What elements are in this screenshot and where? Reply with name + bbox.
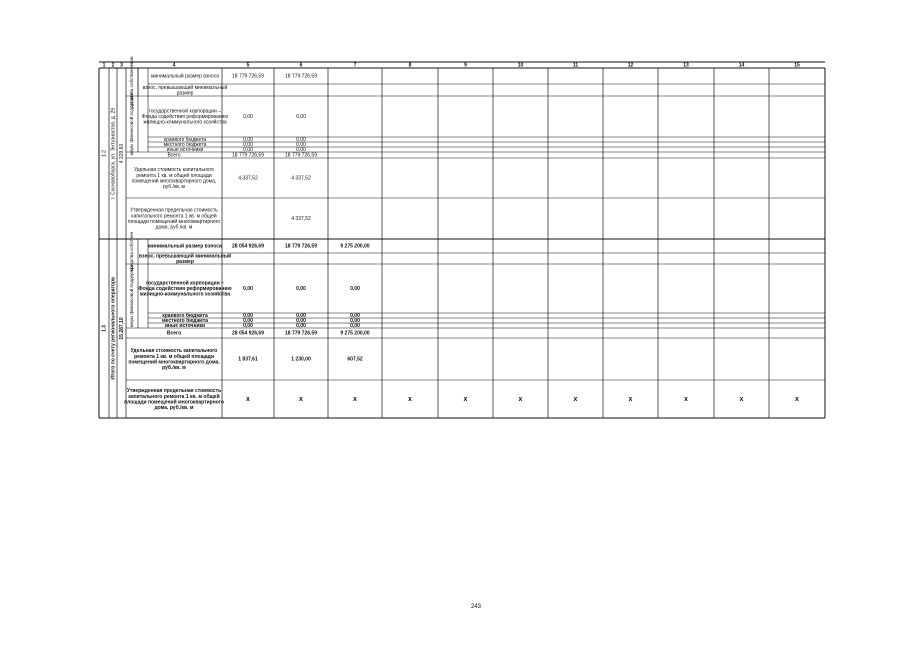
row-label: государственной корпорации – Фонда содействия реформированию жилищно-коммунального хозяйства [138,280,232,298]
cell-value: 0,00 [296,312,306,319]
cell-value-x: x [463,395,468,403]
group-label-support: меры финансовой поддержки [129,264,135,328]
row-label: Утвержденная предельная стоимость капитального ремонта 1 кв. м общей площади помещений многоквартирного дома, руб./кв. м [124,388,224,411]
cell-value: 0,00 [296,136,306,143]
cell-value: 4 337,52 [238,175,258,182]
cell-value: 0,00 [243,113,253,120]
cell-value: 18 779 726,59 [285,152,317,159]
cell-value: 0,00 [243,322,253,329]
cell-value-x: x [739,395,744,403]
column-number: 12 [627,62,634,69]
row-number: 1.3 [101,325,108,332]
column-number: 13 [683,62,689,69]
cell-value: 28 054 926,69 [232,243,264,250]
cell-value: 18 779 726,59 [232,73,264,80]
cell-value: 1 230,00 [291,356,311,363]
area-label: 15 287,10 [118,317,125,340]
table-text [101,56,800,411]
cell-value: x [353,395,357,403]
cell-value: 9 275 200,00 [340,330,370,337]
row-label: Удельная стоимость капитального ремонта 1 кв. м общей площади помещений многоквартирного дома, руб./кв. м [131,167,217,190]
column-number: 4 [172,62,176,69]
cell-value: 0,00 [296,285,306,292]
cell-value: 9 275 200,00 [340,243,370,250]
column-number: 5 [246,62,250,69]
row-label: местного бюджета [161,318,209,325]
cell-value: 0,00 [296,322,306,329]
row-label: государственной корпорации – Фонда содействия реформированию жилищно-коммунального хозяйства [141,108,229,126]
cell-value: 1 837,61 [238,356,258,363]
column-number: 9 [464,62,467,69]
column-number: 1 [102,62,106,69]
row-label: краевого бюджета [163,137,207,144]
cell-value: 607,52 [347,356,363,363]
column-number: 14 [738,62,745,69]
cell-value: 18 779 726,59 [285,73,317,80]
row-label: минимальный размер взноса [151,73,219,80]
cell-value: 4 337,52 [291,175,311,182]
cell-value: 18 779 726,59 [232,152,264,159]
cell-value: 0,00 [350,317,360,324]
cell-value: 0,00 [350,322,360,329]
cell-value: 4 337,52 [291,215,311,222]
row-label: взнос, превышающий минимальный размер [142,84,228,97]
cell-value: 28 054 926,69 [232,330,264,337]
row-label: краевого бюджета [162,313,208,320]
group-label-owners: средства собственников [129,56,135,108]
page-number: 243 [470,604,481,610]
cell-value-x: x [795,395,799,403]
column-number: 8 [408,62,412,69]
group-label-owners: средства собствен [129,231,135,272]
row-label: Удельная стоимость капитального ремонта 1 кв. м общей площади помещений многоквартирного дома, руб./кв. м [128,348,220,371]
cell-value-x: x [573,395,578,403]
address-label: Итого по счету регионального оператора [110,277,117,380]
column-number: 3 [120,62,123,69]
area-label: 4 329,60 [118,143,125,164]
column-number: 6 [299,62,303,69]
row-label: Всего [167,152,181,159]
cell-value: 0,00 [296,317,306,324]
row-label: Всего [166,330,182,337]
row-label: минимальный размер взноса [148,243,222,250]
column-number: 15 [794,62,800,69]
cell-value: 0,00 [350,312,360,319]
cell-value: 0,00 [243,146,253,153]
cell-value-x: x [684,395,688,403]
cell-value: x [299,395,303,403]
group-label-support: меры финансовой поддержки [129,92,135,156]
cell-value: x [246,395,250,403]
row-label: местного бюджета [163,142,207,149]
row-number: 1.2 [101,150,108,157]
cell-value: 18 779 726,59 [285,243,317,250]
address-label: г. Сосновоборск, ул. Энтузиастов, д. 29 [110,107,117,200]
cell-value: 0,00 [296,113,306,120]
cell-value: 0,00 [243,141,253,148]
row-label: взнос, превышающий минимальный размер [138,253,232,265]
column-number: 11 [572,62,579,69]
column-number: 10 [517,62,524,69]
cell-value-x: x [408,395,412,403]
cell-value: 0,00 [296,146,306,153]
cell-value: 0,00 [296,141,306,148]
cell-value: 0,00 [350,285,360,292]
cell-value: 0,00 [243,285,253,292]
column-number: 2 [111,62,115,69]
column-number: 7 [353,62,357,69]
row-label: иные источники [166,147,204,154]
cell-value-x: x [518,395,523,403]
cell-value: 0,00 [243,317,253,324]
row-label: иные источники [164,323,206,330]
cell-value: 0,00 [243,312,253,319]
cell-value: 0,00 [243,136,253,143]
cell-value: 18 779 726,59 [285,330,317,337]
row-label: Утвержденная предельная стоимость капитального ремонта 1 кв. м общей площади помещений многоквартирного дома, руб./кв. м [127,207,221,231]
cell-value-x: x [628,395,633,403]
